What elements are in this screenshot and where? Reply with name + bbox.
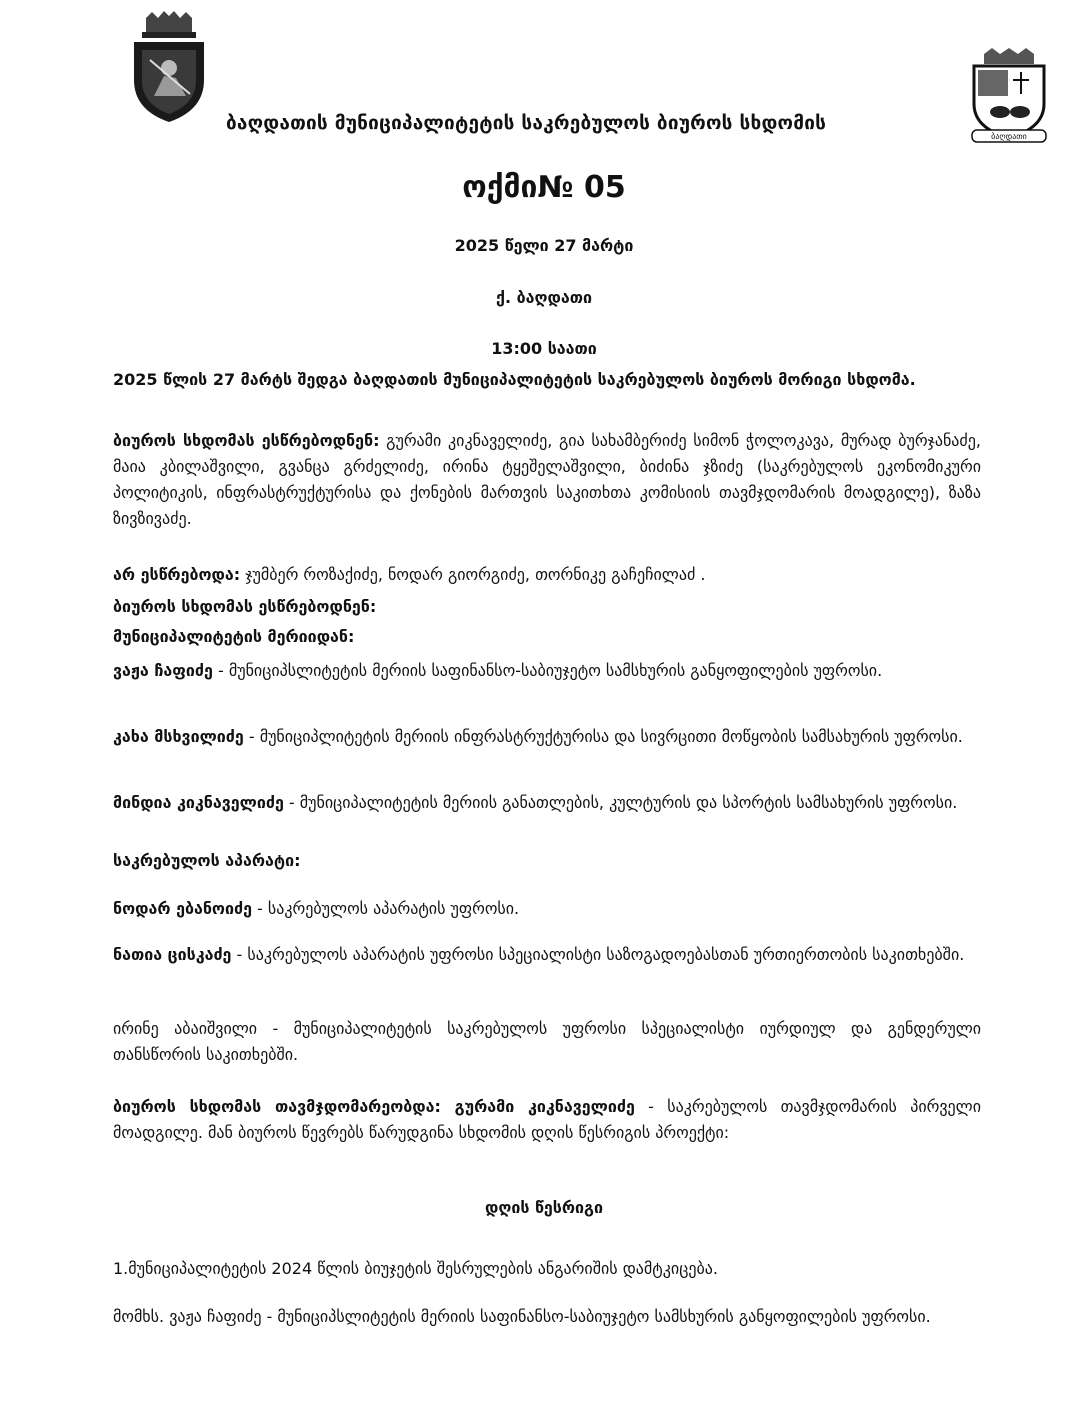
- meeting-time: 13:00 საათი: [491, 339, 597, 358]
- staff-role: - საკრებულოს აპარატის უფროსი.: [251, 899, 520, 918]
- staff-role: ირინე აბაიშვილი - მუნიციპალიტეტის საკრებულოს უფროსი სპეციალისტი იურდიულ და გენდერული თანსწორის საკითხებში.: [113, 1019, 981, 1064]
- attendees-list: გურამი კიკნაველიძე, გია სახამბერიძე სიმონ ჭოლოკავა, მურად ბურჯანაძე, მაია კბილაშვილი, გვანცა გრძელიძე, ირინა ტყეშელაშვილი, ბიძინა ჯზიძე (საკრებულოს ეკონომიკური პოლიტიკის, ინფრასტრუქტურისა და ქონების მართვის საკითხთა კომისიის თავმჯდომარის მოადგილე), ზაზა ზივზივაძე.: [113, 431, 982, 528]
- chair-text: - საკრებულოს თავმჯდომარის პირველი მოადგილე. მან ბიუროს წევრებს წარუდგინა სხდომის დღის წესრიგის პროექტი:: [113, 1097, 981, 1142]
- staff-name: ნოდარ ებანოიძე: [113, 899, 252, 918]
- staff-name: ნათია ცისკაძე: [113, 945, 232, 964]
- agenda-title: დღის წესრიგი: [484, 1198, 604, 1217]
- staff-name: კახა მსხვილიძე: [113, 727, 244, 746]
- apparatus-label: საკრებულოს აპარატი:: [113, 851, 301, 870]
- mayor-staff-2: [113, 724, 981, 750]
- meeting-place: ქ. ბაღდათი: [496, 288, 592, 307]
- apparatus-staff-1: [113, 896, 981, 922]
- municipal-emblem-icon: [966, 48, 1052, 144]
- staff-role: - მუნიციპალიტეტის მერიის განათლების, კულტურის და სპორტის სამსახურის უფროსი.: [283, 793, 958, 812]
- staff-role: - მუნიციპლიტეტის მერიის ინფრასტრუქტურისა და სივრცითი მოწყობის სამსახურის უფროსი.: [243, 727, 963, 746]
- coat-of-arms-icon: [128, 10, 210, 124]
- meeting-date: 2025 წელი 27 მარტი: [454, 236, 634, 255]
- staff-name: მინდია კიკნაველიძე: [113, 793, 284, 812]
- attendees-label-2: ბიუროს სხდომას ესწრებოდნენ:: [113, 597, 377, 616]
- attendees-label: ბიუროს სხდომას ესწრებოდნენ:: [113, 431, 380, 450]
- document-header-title: ბაღდათის მუნიციპალიტეტის საკრებულოს ბიუროს სხდომის: [226, 112, 827, 134]
- intro-paragraph: 2025 წლის 27 მარტს შედგა ბაღდათის მუნიციპალიტეტის საკრებულოს ბიუროს მორიგი სხდომა.: [113, 370, 916, 389]
- absent-label: არ ესწრებოდა:: [113, 565, 241, 584]
- agenda-speaker: მომხს. ვაჟა ჩაფიძე - მუნიციპსლიტეტის მერიის საფინანსო-საბიუჯეტო სამსხურის განყოფილების უფროსი.: [113, 1307, 931, 1326]
- protocol-number: ოქმი№ 05: [462, 170, 626, 205]
- staff-name: ვაჟა ჩაფიძე: [113, 661, 213, 680]
- apparatus-staff-3: [113, 1016, 981, 1068]
- absent-list: ჯუმბერ როზაქიძე, ნოდარ გიორგიძე, თორნიკე გაჩეჩილაძ .: [240, 565, 706, 584]
- staff-role: - მუნიციპსლიტეტის მერიის საფინანსო-საბიუჯეტო სამსხურის განყოფილების უფროსი.: [212, 661, 883, 680]
- agenda-item-1: 1.მუნიციპალიტეტის 2024 წლის ბიუჯეტის შესრულების ანგარიშის დამტკიცება.: [113, 1259, 718, 1278]
- absent-paragraph: [113, 562, 981, 588]
- chair-label: ბიუროს სხდომას თავმჯდომარეობდა: გურამი კიკნაველიძე: [113, 1097, 635, 1116]
- mayor-staff-1: [113, 658, 981, 684]
- mayor-office-label: მუნიციპალიტეტის მერიიდან:: [113, 627, 355, 646]
- attendees-paragraph: [113, 428, 981, 532]
- emblem-label: ბაღდათი: [991, 132, 1027, 141]
- chair-paragraph: [113, 1094, 981, 1146]
- apparatus-staff-2: [113, 942, 981, 968]
- mayor-staff-3: [113, 790, 981, 816]
- staff-role: - საკრებულოს აპარატის უფროსი სპეციალისტი საზოგადოებასთან ურთიერთობის საკითხებში.: [231, 945, 965, 964]
